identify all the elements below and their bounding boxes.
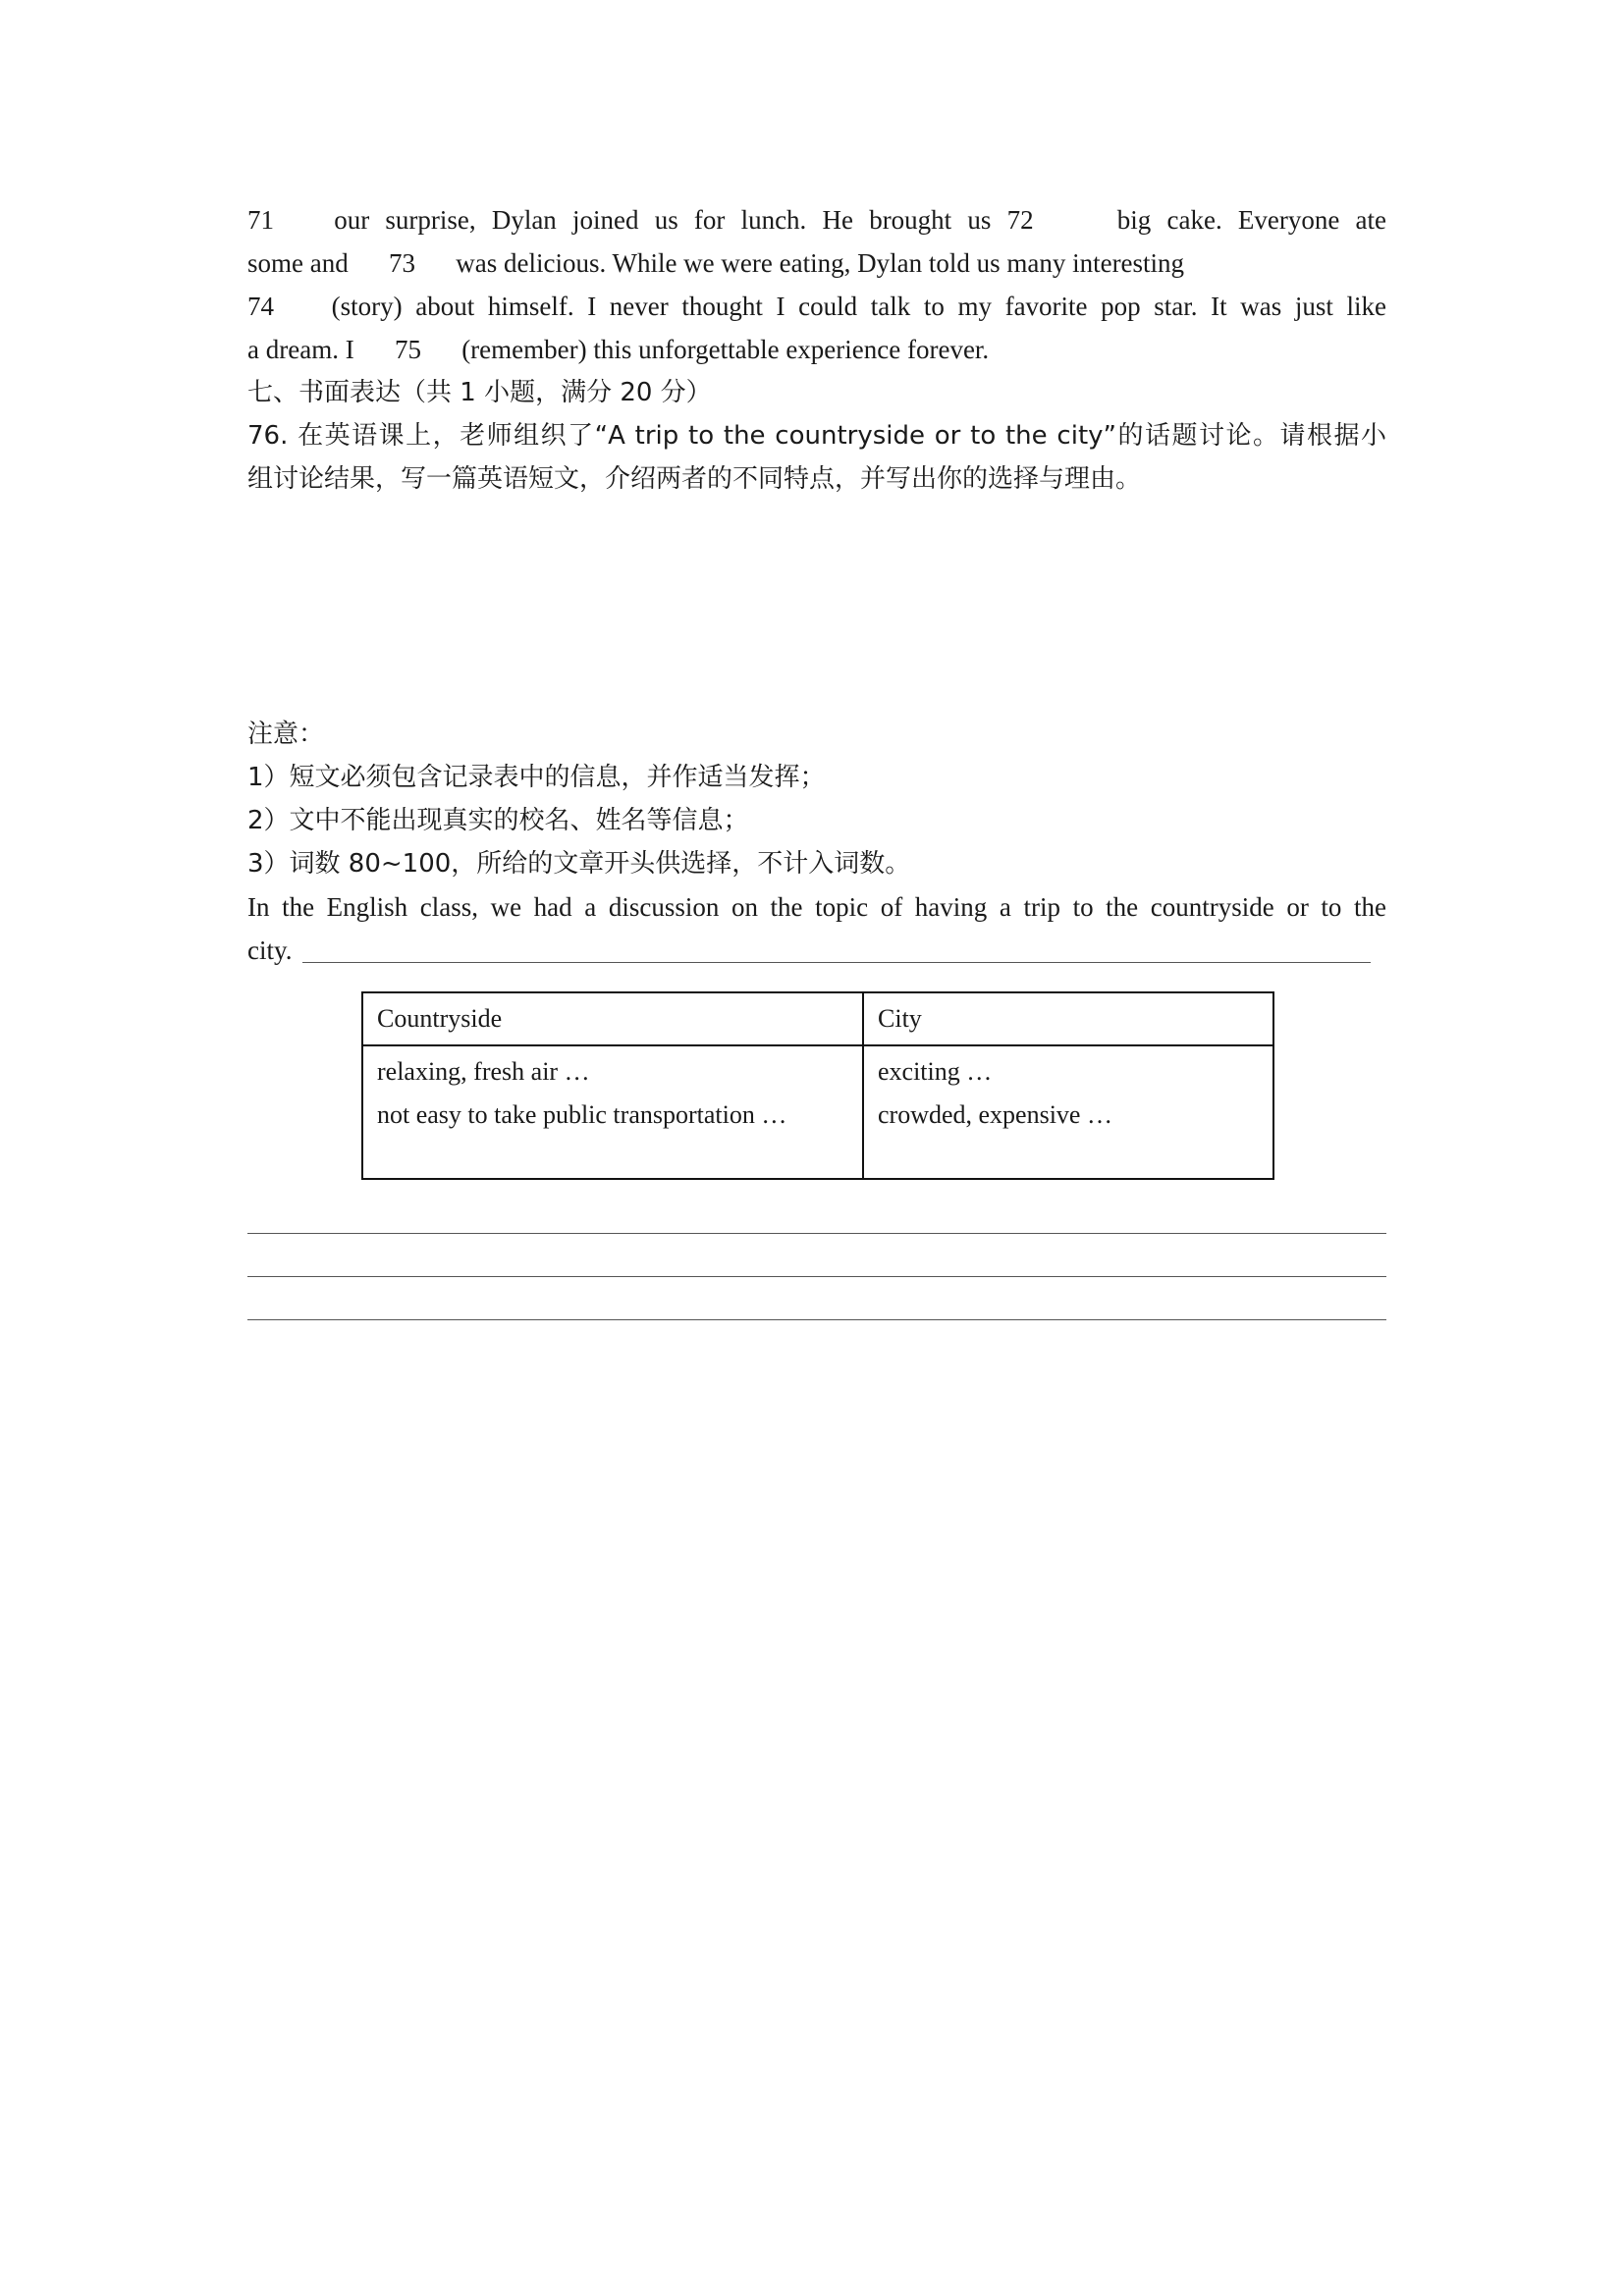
- notes-heading: 注意：: [247, 720, 325, 749]
- countryside-point-2: not easy to take public transportation …: [377, 1100, 787, 1129]
- blank-74: 74: [247, 292, 274, 321]
- question-76-line-1: 76. 在英语课上，老师组织了“A trip to the countryside or to the city”的话题讨论。请根据小: [247, 421, 1386, 451]
- cell-countryside: [362, 1045, 863, 1179]
- note-item-3: 3）词数 80~100，所给的文章开头供选择，不计入词数。: [247, 849, 911, 879]
- passage-line-2: [247, 241, 1386, 285]
- passage-line-3: [247, 285, 1386, 328]
- header-countryside: Countryside: [362, 992, 863, 1045]
- discussion-record-table: [361, 991, 1274, 1180]
- passage-text: big cake. Everyone ate: [1116, 205, 1387, 235]
- countryside-point-1: relaxing, fresh air …: [377, 1057, 590, 1086]
- table-header-row: [362, 992, 1273, 1045]
- table-row: [362, 1045, 1273, 1179]
- blank-72: 72: [1006, 205, 1034, 235]
- answer-line-3[interactable]: [247, 1319, 1386, 1320]
- blank-71: 71: [247, 205, 274, 235]
- passage-line-4: [247, 328, 1386, 371]
- passage-text: a dream. I: [247, 335, 354, 364]
- city-point-1: exciting …: [878, 1057, 993, 1086]
- question-76-line-2: 组讨论结果，写一篇英语短文，介绍两者的不同特点，并写出你的选择与理由。: [247, 464, 1142, 494]
- passage-text: (remember) this unforgettable experience forever.: [461, 335, 990, 364]
- opening-line-1: In the English class, we had a discussion on the topic of having a trip to the countryside or to the: [247, 892, 1386, 922]
- passage-line-1: [247, 198, 1386, 241]
- answer-line-opening[interactable]: [302, 962, 1371, 963]
- answer-line-2[interactable]: [247, 1276, 1386, 1277]
- passage-text: our surprise, Dylan joined us for lunch. He brought us: [334, 205, 992, 235]
- passage-text: was delicious. While we were eating, Dylan told us many interesting: [456, 248, 1185, 278]
- note-item-2: 2）文中不能出现真实的校名、姓名等信息；: [247, 806, 749, 835]
- answer-line-1[interactable]: [247, 1233, 1386, 1234]
- city-point-2: crowded, expensive …: [878, 1100, 1112, 1129]
- blank-75: 75: [394, 335, 421, 364]
- opening-text: city.: [247, 935, 293, 965]
- passage-text: some and: [247, 248, 349, 278]
- cell-city: [863, 1045, 1273, 1179]
- passage-text: (story) about himself. I never thought I could talk to my favorite pop star. It was just like: [331, 292, 1386, 321]
- blank-73: 73: [388, 248, 415, 278]
- header-city: City: [863, 992, 1273, 1045]
- section-title: 七、书面表达（共 1 小题，满分 20 分）: [247, 378, 712, 407]
- opening-line-2: [247, 929, 1386, 972]
- note-item-1: 1）短文必须包含记录表中的信息，并作适当发挥；: [247, 763, 826, 792]
